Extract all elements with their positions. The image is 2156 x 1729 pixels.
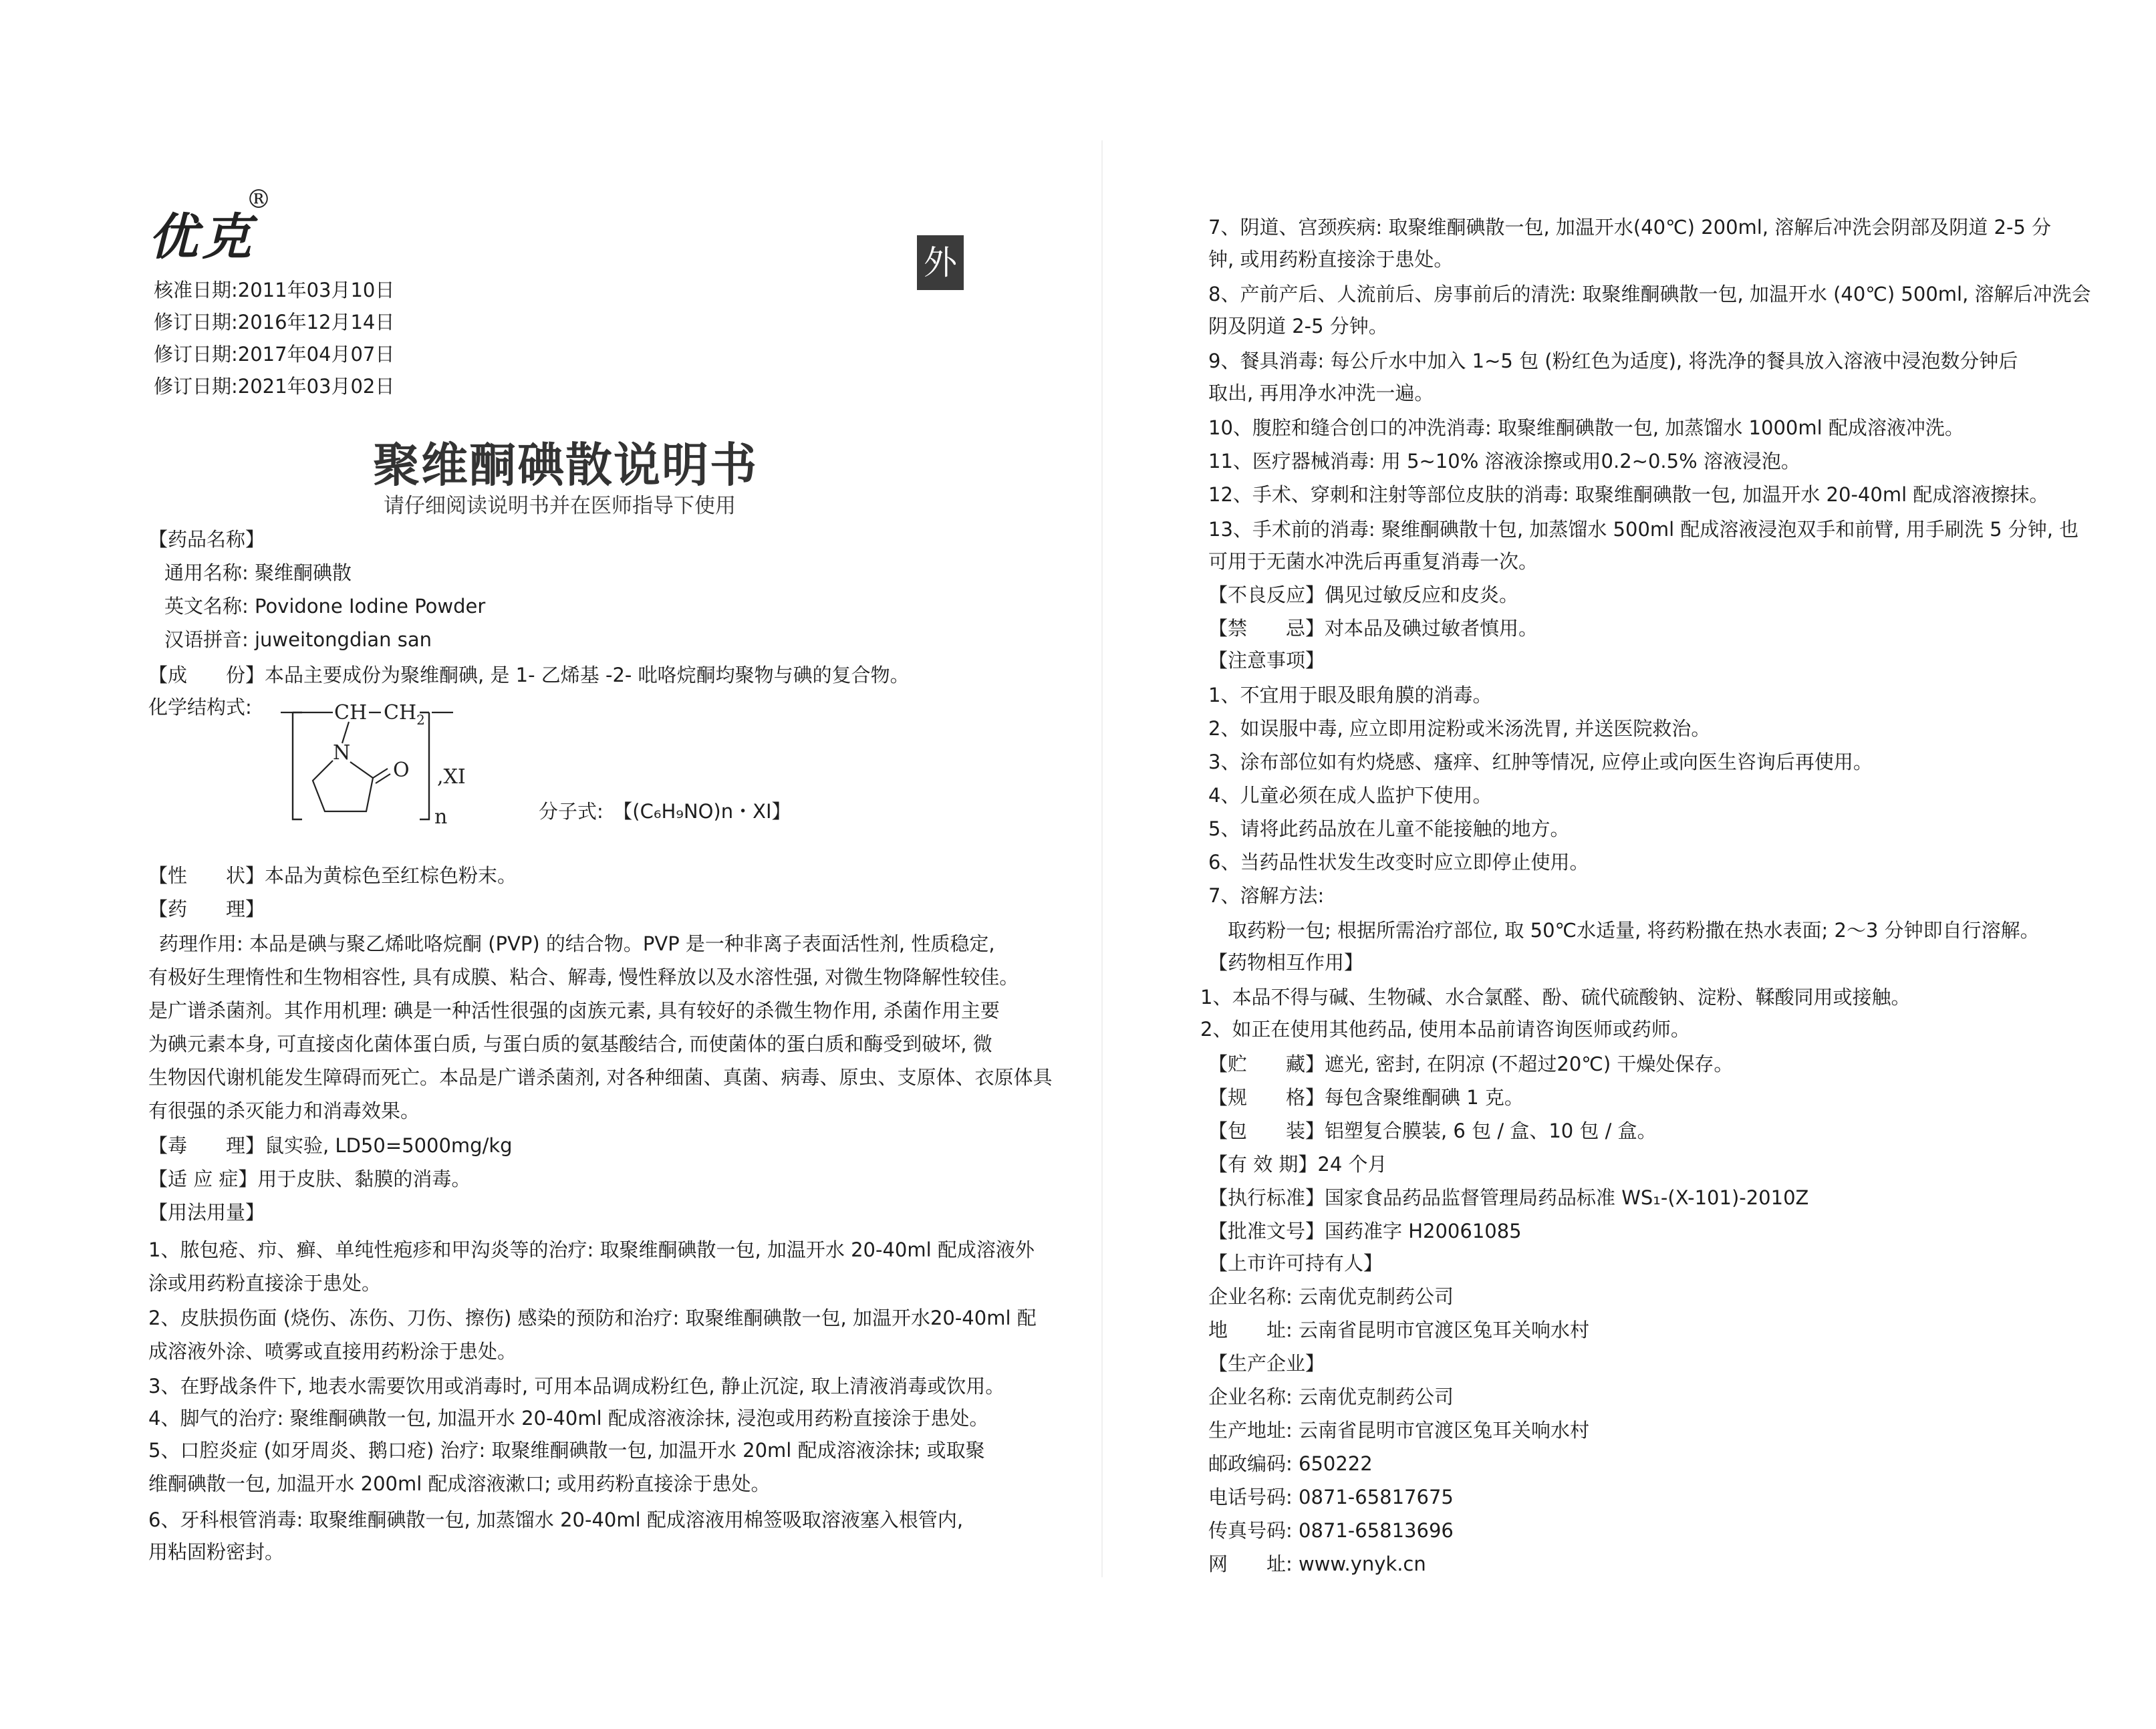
usage-line: 2、皮肤损伤面 (烧伤、冻伤、刀伤、擦伤) 感染的预防和治疗: 取聚维酮碘散一包, 加温开水20-40ml 配 xyxy=(148,1307,1037,1329)
generic-name: 通用名称: 聚维酮碘散 xyxy=(164,561,352,584)
usage-line: 9、餐具消毒: 每公斤水中加入 1~5 包 (粉红色为适度), 将洗净的餐具放入溶液中浸泡数分钟后 xyxy=(1208,350,2018,372)
usage-line: 10、腹腔和缝合创口的冲洗消毒: 取聚维酮碘散一包, 加蒸馏水 1000ml 配成溶液冲洗。 xyxy=(1208,416,1964,439)
pharmacology-line: 药理作用: 本品是碘与聚乙烯吡咯烷酮 (PVP) 的结合物。PVP 是一种非离子表面活性剂, 性质稳定, xyxy=(159,932,995,955)
precaution-item: 3、涂布部位如有灼烧感、瘙痒、红肿等情况, 应停止或向医生咨询后再使用。 xyxy=(1208,751,1873,773)
usage-line: 用粘固粉密封。 xyxy=(148,1541,285,1563)
document-subtitle: 请仔细阅读说明书并在医师指导下使用 xyxy=(384,494,736,518)
packaging: 【包 装】铝塑复合膜装, 6 包 / 盒、10 包 / 盒。 xyxy=(1208,1119,1657,1142)
brand-logo: 优克 xyxy=(148,209,255,266)
storage: 【贮 藏】遮光, 密封, 在阴凉 (不超过20℃) 干燥处保存。 xyxy=(1208,1053,1734,1075)
section-drug-name: 【药品名称】 xyxy=(148,528,265,551)
toxicology: 【毒 理】鼠实验, LD50=5000mg/kg xyxy=(148,1134,513,1157)
approval-date: 核准日期:2011年03月10日 xyxy=(154,279,395,301)
revision-date: 修订日期:2016年12月14日 xyxy=(154,311,395,334)
ch2-group: $CH_2$ xyxy=(384,701,425,728)
pharmacology-line: 是广谱杀菌剂。其作用机理: 碘是一种活性很强的卤族元素, 具有较好的杀微生物作用, 杀菌作用主要 xyxy=(148,999,1000,1022)
mah-address: 地 址: 云南省昆明市官渡区兔耳关响水村 xyxy=(1208,1319,1589,1341)
composition: 【成 份】本品主要成份为聚维酮碘, 是 1- 乙烯基 -2- 吡咯烷酮均聚物与碘的复合物。 xyxy=(148,664,910,686)
pharmacology-line: 为碘元素本身, 可直接卤化菌体蛋白质, 与蛋白质的氨基酸结合, 而使菌体的蛋白质和酶受到破坏, 微 xyxy=(148,1033,992,1055)
ch-group: CH xyxy=(334,701,368,724)
usage-line: 4、脚气的治疗: 聚维酮碘散一包, 加温开水 20-40ml 配成溶液涂抹, 浸泡或用药粉直接涂于患处。 xyxy=(148,1407,989,1430)
usage-line: 取出, 再用净水冲洗一遍。 xyxy=(1208,382,1434,404)
fax-number: 传真号码: 0871-65813696 xyxy=(1208,1519,1454,1542)
usage-line: 13、手术前的消毒: 聚维酮碘散十包, 加蒸馏水 500ml 配成溶液浸泡双手和前臂, 用手刷洗 5 分钟, 也 xyxy=(1208,518,2079,541)
phone-number: 电话号码: 0871-65817675 xyxy=(1208,1486,1454,1508)
oxygen-atom: O xyxy=(393,759,410,782)
revision-date: 修订日期:2021年03月02日 xyxy=(154,375,395,398)
standard: 【执行标准】国家食品药品监督管理局药品标准 WS₁-(X-101)-2010Z xyxy=(1208,1186,1809,1209)
website: 网 址: www.ynyk.cn xyxy=(1208,1553,1426,1575)
postal-code: 邮政编码: 650222 xyxy=(1208,1452,1373,1475)
english-name: 英文名称: Povidone Iodine Powder xyxy=(164,595,486,618)
registered-mark: ® xyxy=(246,184,271,214)
usage-line: 可用于无菌水冲洗后再重复消毒一次。 xyxy=(1208,550,1538,573)
usage-line: 7、阴道、宫颈疾病: 取聚维酮碘散一包, 加温开水(40℃) 200ml, 溶解后冲洗会阴部及阴道 2-5 分 xyxy=(1208,216,2052,239)
usage-line: 8、产前产后、人流前后、房事前后的清洗: 取聚维酮碘散一包, 加温开水 (40℃) 500ml, 溶解后冲洗会 xyxy=(1208,283,2091,305)
usage-line: 5、口腔炎症 (如牙周炎、鹅口疮) 治疗: 取聚维酮碘散一包, 加温开水 20ml 配成溶液涂抹; 或取聚 xyxy=(148,1439,985,1462)
usage-line: 11、医疗器械消毒: 用 5~10% 溶液涂擦或用0.2~0.5% 溶液浸泡。 xyxy=(1208,450,1800,473)
mah-name: 企业名称: 云南优克制药公司 xyxy=(1208,1285,1454,1308)
interaction-item: 1、本品不得与碱、生物碱、水合氯醛、酚、硫代硫酸钠、淀粉、鞣酸同用或接触。 xyxy=(1200,986,1911,1009)
pharmacology-line: 生物因代谢机能发生障碍而死亡。本品是广谱杀菌剂, 对各种细菌、真菌、病毒、原虫、支原体、衣原体具 xyxy=(148,1066,1053,1089)
document-title: 聚维酮碘散说明书 xyxy=(373,438,758,493)
specification: 【规 格】每包含聚维酮碘 1 克。 xyxy=(1208,1086,1524,1109)
revision-date: 修订日期:2017年04月07日 xyxy=(154,343,395,366)
shelf-life: 【有 效 期】24 个月 xyxy=(1208,1153,1387,1176)
section-usage: 【用法用量】 xyxy=(148,1201,265,1224)
precaution-item: 5、请将此药品放在儿童不能接触的地方。 xyxy=(1208,817,1570,840)
precaution-item: 7、溶解方法: xyxy=(1208,884,1325,907)
section-mah: 【上市许可持有人】 xyxy=(1208,1252,1383,1275)
section-pharmacology: 【药 理】 xyxy=(148,898,265,920)
usage-line: 阴及阴道 2-5 分钟。 xyxy=(1208,315,1388,338)
manufacturer-name: 企业名称: 云南优克制药公司 xyxy=(1208,1385,1454,1408)
usage-line: 钟, 或用药粉直接涂于患处。 xyxy=(1208,248,1454,271)
manufacturer-address: 生产地址: 云南省昆明市官渡区兔耳关响水村 xyxy=(1208,1419,1589,1442)
precaution-item: 4、儿童必须在成人监护下使用。 xyxy=(1208,784,1492,807)
usage-line: 成溶液外涂、喷雾或直接用药粉涂于患处。 xyxy=(148,1340,517,1363)
section-manufacturer: 【生产企业】 xyxy=(1208,1352,1325,1375)
adverse-reactions: 【不良反应】偶见过敏反应和皮炎。 xyxy=(1208,583,1519,606)
page-fold-divider xyxy=(1101,140,1103,1577)
structure-label: 化学结构式: xyxy=(148,696,252,718)
nitrogen-atom: N xyxy=(333,741,351,765)
repeat-unit-n: n xyxy=(434,805,448,829)
precaution-item: 6、当药品性状发生改变时应立即停止使用。 xyxy=(1208,851,1589,874)
precaution-item: 1、不宜用于眼及眼角膜的消毒。 xyxy=(1208,684,1492,706)
pinyin-name: 汉语拼音: juweitongdian san xyxy=(164,628,432,651)
usage-line: 维酮碘散一包, 加温开水 200ml 配成溶液漱口; 或用药粉直接涂于患处。 xyxy=(148,1472,771,1495)
section-interactions: 【药物相互作用】 xyxy=(1208,951,1364,974)
iodine-complex: ,XI xyxy=(437,765,466,789)
usage-line: 3、在野战条件下, 地表水需要饮用或消毒时, 可用本品调成粉红色, 静止沉淀, 取上清液消毒或饮用。 xyxy=(148,1375,1005,1398)
pharmacology-line: 有很强的杀灭能力和消毒效果。 xyxy=(148,1099,420,1122)
interaction-item: 2、如正在使用其他药品, 使用本品前请咨询医师或药师。 xyxy=(1200,1018,1690,1041)
precaution-item: 2、如误服中毒, 应立即用淀粉或米汤洗胃, 并送医院救治。 xyxy=(1208,717,1711,740)
contraindications: 【禁 忌】对本品及碘过敏者慎用。 xyxy=(1208,617,1538,640)
pharmacology-line: 有极好生理惰性和生物相容性, 具有成膜、粘合、解毒, 慢性释放以及水溶性强, 对微生物降解性较佳。 xyxy=(148,966,1019,988)
chemical-structure xyxy=(269,692,549,833)
section-precautions: 【注意事项】 xyxy=(1208,649,1325,672)
usage-line: 1、脓包疮、疖、癣、单纯性疱疹和甲沟炎等的治疗: 取聚维酮碘散一包, 加温开水 20-40ml 配成溶液外 xyxy=(148,1238,1035,1261)
usage-line: 涂或用药粉直接涂于患处。 xyxy=(148,1272,382,1295)
usage-line: 12、手术、穿刺和注射等部位皮肤的消毒: 取聚维酮碘散一包, 加温开水 20-40ml 配成溶液擦抹。 xyxy=(1208,483,2049,506)
usage-line: 6、牙科根管消毒: 取聚维酮碘散一包, 加蒸馏水 20-40ml 配成溶液用棉签吸取溶液塞入根管内, xyxy=(148,1508,964,1531)
properties: 【性 状】本品为黄棕色至红棕色粉末。 xyxy=(148,864,517,887)
indications: 【适 应 症】用于皮肤、黏膜的消毒。 xyxy=(148,1168,471,1190)
molecular-formula: 分子式: 【(C₆H₉NO)n・XI】 xyxy=(539,800,791,823)
approval-number: 【批准文号】国药准字 H20061085 xyxy=(1208,1220,1522,1242)
external-use-badge: 外 xyxy=(917,235,964,290)
dissolving-method: 取药粉一包; 根据所需治疗部位, 取 50℃水适量, 将药粉撒在热水表面; 2～3 分钟即自行溶解。 xyxy=(1208,919,2040,942)
